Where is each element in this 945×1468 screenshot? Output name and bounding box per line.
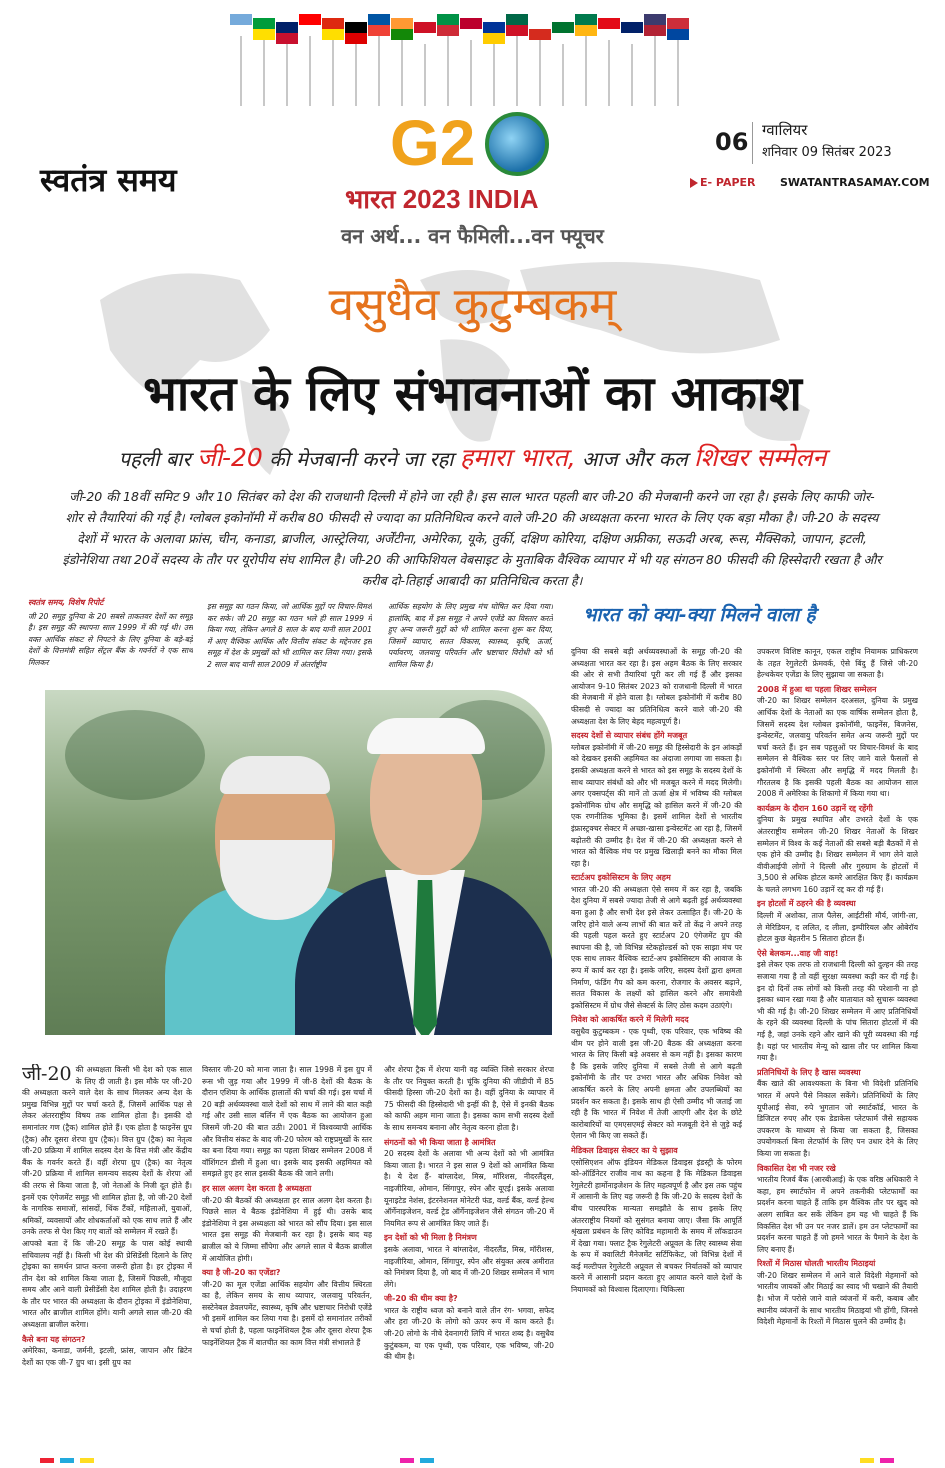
subheading: प्रतिनिधियों के लिए है खास व्यवस्था xyxy=(757,1067,861,1077)
article-text: और शेरपा ट्रैक में शेरपा यानी वह व्यक्ति जिसे सरकार शेरपा के तौर पर नियुक्त करती है। चूंकि दुनिया की जीडीपी में 85 फीसदी हिस्सा जी-20 देशों का है। वहीं दुनिया के व्यापार में 75 फीसदी की हिस्सेदारी भी इन्हीं की है, ऐसे में इनकी बैठक को काफी अहम माना जाता है। इसका काम सभी सदस्य देशों के साथ समन्वय बनाना और नेतृत्व करना होता है। xyxy=(384,1065,554,1132)
flag-icon xyxy=(506,14,528,36)
box-column-2 xyxy=(757,646,918,1446)
flag-icon xyxy=(598,18,620,40)
article-text: भारतीय रिजर्व बैंक (आरबीआई) के एक वरिष्ठ अधिकारी ने कहा, हम स्मार्टफोन में अपने तकनीकी प्लेटफार्मों का प्रदर्शन करना चाहते हैं ताकि हम वैश्विक तौर पर खुद को अलग साबित कर सकें लेकिन हम यह भी चाहते हैं कि विकसित देश भी उन पर नजर डालें। हम उन प्लेटफार्मों का प्रदर्शन करना चाहते हैं जो हमने भारत के पैमाने के देश के लिए बनाए हैं। xyxy=(757,1175,918,1254)
article-text: इस समूह का गठन किया, जो आर्थिक मुद्दों पर विचार-विमर्श कर सके। जी 20 समूह का गठन भले ही साल 1999 में किया गया, लेकिन अगले 8 साल के बाद यानी साल 2001 में आए वैश्विक आर्थिक और वित्तीय संकट के मद्देनजर इस समूह में देश के प्रमुखों को भी शामिल कर लिया गया। इसके 2 साल बाद यानी साल 2009 में अंतर्राष्ट्रीय xyxy=(207,602,372,669)
byline: स्वतंत्र समय, विशेष रिपोर्ट xyxy=(28,598,104,607)
article-column-top-2 xyxy=(207,601,372,687)
earth-lotus-icon xyxy=(485,112,549,176)
box-title: भारत को क्या-क्या मिलने वाला है xyxy=(583,604,816,626)
article-text: जी-20 का मूल एजेंडा आर्थिक सहयोग और वित्तीय स्थिरता का है, लेकिन समय के साथ व्यापार, जलवायु परिवर्तन, सस्टेनेबल डेवलपमेंट, स्वास्थ्य, कृषि और भ्रष्टाचार निरोधी एजेंडे भी इसमें शामिल कर लिया गया है। इसमें दो समानांतर तरीकों से चर्चा होती है, पहला फाइनेंशियल ट्रैक और दूसरा शेरपा ट्रैक फाइनेंशियल ट्रैक में बातचीत का काम वित्त मंत्री संभालते हैं xyxy=(202,1279,372,1347)
intro-paragraph: जी-20 की 18वीं समिट 9 और 10 सितंबर को देश की राजधानी दिल्ली में होने जा रही है। इस साल भारत पहली बार जी-20 की मेजबानी करने जा रहा है। इसके लिए काफी जोर-शोर से तैयारियां की गई है। ग्लोबल इकोनॉमी में करीब 80 फीसदी से ज्यादा का प्रतिनिधित्व करने वाले जी-20 की अध्यक्षता करना भारत के लिए एक बड़ा मौका है। जी-20 के सदस्य देशों में भारत के अलावा फ्रांस, चीन, कनाडा, ब्राजील, आस्ट्रेलिया, अर्जेंटीना, अमेरिका, यूके, तुर्की, दक्षिण कोरिया, दक्षिण अफ्रीका, सऊदी अरब, रूस, मैक्सिको, जापान, इटली, इंडोनेशिया तथा 20वें सदस्य के तौर पर यूरोपीय संघ शामिल है। जी-20 की आफिशियल वेबसाइट के मुताबिक वैश्विक व्यापार में भी यह संगठन 80 फीसदी की हिस्सेदारी रखता है और करीब दो-तिहाई आबादी का प्रतिनिधित्व करता है। xyxy=(62,489,882,588)
flag-icon xyxy=(345,22,367,44)
subheading: कैसे बना यह संगठन? xyxy=(22,1334,86,1344)
flag-icon xyxy=(414,22,436,44)
article-text: दिल्ली में अशोका, ताज पैलेस, आईटीसी मौर्य, जांगी-ला, ले मेरिडियन, द ललित, द लीला, इम्पीरियल और ओबेरॉय होटल कुछ बेहतरीन 5 सितारा होटल हैं। xyxy=(757,911,918,944)
article-text: अमेरिका, कनाडा, जर्मनी, इटली, फ्रांस, जापान और ब्रिटेन देशों का एक जी-7 ग्रुप था। इसी ग्रुप का xyxy=(22,1346,192,1367)
subheading: विकासित देश भी नजर रखे xyxy=(757,1163,836,1173)
edition-date: शनिवार 09 सितंबर 2023 xyxy=(762,145,892,160)
article-column-bottom-3 xyxy=(384,1064,554,1448)
flag-icon xyxy=(667,18,689,40)
subheading: इन देशों को भी मिला है निमंत्रण xyxy=(384,1233,477,1243)
print-mark xyxy=(400,1458,414,1463)
article-text: दुनिया के प्रमुख स्थापित और उभरते देशों के एक अंतरराष्ट्रीय सम्मेलन जी-20 शिखर नेताओं के शिखर सम्मेलन में विश्व के कई नेताओं की सबसे बड़ी बैठकों में से एक होने की उम्मीद है। शिखर सम्मेलन में भाग लेने वाले वीवीआईपी लोगों ने दिल्ली और गुरुग्राम के होटलों में 3,500 से अधिक होटल कमरे आरक्षित किए हैं। कार्यक्रम के चलते लगभग 160 उड़ानें रद्द कर दी गई हैं। xyxy=(757,815,918,894)
article-text: आपको बता दें कि जी-20 समूह के पास कोई स्थायी सचिवालय नहीं है। किसी भी देश की प्रेसिडेंसी दिलाने के लिए ट्रोइका का समर्थन प्राप्त करना जरूरी होता है। हर ट्रोइका में तीन देश को शामिल किया जाता है, जिसमें पिछली, मौजूदा समय और आने वाली प्रेसीडेंसी देश शामिल होती है। उदाहरण के तौर पर भारत की अध्यक्षता के दौरान ट्रोइका में इंडोनेशिया, भारत और ब्राजील शामिल होंगे। यानी अगले साल जी-20 की अध्यक्षता ब्राजील करेगा। xyxy=(22,1238,192,1330)
g20-logo-subtitle: भारत 2023 INDIA xyxy=(345,184,539,214)
article-text: जी-20 का शिखर सम्मेलन दरअसल, दुनिया के प्रमुख आर्थिक देशों के नेताओं का एक वार्षिक सम्मेलन होता है, जिसमें सदस्य देश ग्लोबल इकोनॉमी, फाइनेंस, बिजनेस, इन्वेस्टमेंट, जलवायु परिवर्तन समेत अन्य जरूरी मुद्दों पर चर्चा करते हैं। इन सब पहलुओं पर विचार-विमर्श के बाद सम्मेलन से वैश्विक स्तर पर लिए जाने वाले फैसलों से इकोनॉमी में स्थिरता और समृद्धि में मदद मिलती है। गौरतलब है कि इसकी पहली बैठक का आयोजन साल 2008 में अमेरिका के शिकागो में किया गया था। xyxy=(757,696,918,799)
article-text: आर्थिक सहयोग के लिए प्रमुख मंच घोषित कर दिया गया। हालांकि, बाद में इस समूह ने अपने एजेंडे का विस्तार करते हुए अन्य जरूरी मुद्दों को भी शामिल करना शुरू कर दिया, जिसमें व्यापार, सतत विकास, स्वास्थ्य, कृषि, ऊर्जा, पर्यावरण, जलवायु परिवर्तन और भ्रष्टाचार विरोधी को भी शामिल किया है। xyxy=(388,602,553,669)
subheading: निवेश को आकर्षित करने में मिलेगी मदद xyxy=(571,1015,689,1025)
article-text: इसे लेकर एक तरफ तो राजधानी दिल्ली को दुल्हन की तरह सजाया गया है तो वहीं सुरक्षा व्यवस्था कड़ी कर दी गई है। इन दो दिनों तक लोगों को किसी तरह की परेशानी ना हो इसका ध्यान रखा गया है और यातायात को सुचारू व्यवस्था भी की गई है। जी-20 शिखर सम्मेलन में आए प्रतिनिधियों के रहने की व्यवस्था दिल्ली के पांच सितारा होटलों में की गई है, जहां उनके रहने और खाने की पूरी व्यवस्था की गई है। यहां पर भारतीय मेन्यू को खास तौर पर शामिल किया गया है। xyxy=(757,960,918,1063)
article-text: एसोसिएशन ऑफ इंडियन मेडिकल डिवाइस इंडस्ट्री के फोरम को-ऑर्डिनेटर राजीव नाथ का कहना है कि मेडिकल डिवाइस रेगुलेटरी हार्मोनाइजेशन के लिए महत्वपूर्ण है और इस तक पहुंच में आसानी के लिए यह जरूरी है कि जी-20 के सदस्य देशों के बीच पारस्परिक मान्यता समझौते के साथ इसके लिए अंतरराष्ट्रीय नियमों को सुसंगत बनाया जाए। जैसा कि आपूर्ति श्रृंखला प्रबंधन के लिए कोविड महामारी के समय में लॉकडाउन में देखा गया। फ्लाट ट्रैक रेगुलेटरी अप्रूवल के लिए स्वास्थ्य सेवा के रूप में क्वालिटी मैनेजमेंट सर्टिफिकेट, जो विभिन्न देशों में कई मल्टीपल रेगुलेटरी अप्रूवल से बचकर निर्यातकों को व्यापार करने में आसानी प्रदान करता हुए आयात करने वाले देशों के नियामकों को विश्वास दिलाएगा। चिकित्सा xyxy=(571,1157,742,1295)
article-text: दुनिया की सबसे बड़ी अर्थव्यवस्थाओं के समूह जी-20 की अध्यक्षता भारत कर रहा है। इस अहम बैठक के लिए सरकार की ओर से सभी तैयारियां पूरी कर ली गई हैं और इसका आयोजन 9-10 सितंबर 2023 को राजधानी दिल्ली में भारत की मेजबानी में होने वाला है। ग्लोबल इकोनॉमी में करीब 80 फीसदी से ज्यादा का प्रतिनिधित्व करने वाले जी-20 की अध्यक्षता देश के लिए बेहद महत्वपूर्ण है। xyxy=(571,647,742,726)
slogan: वन अर्थ... वन फैमिली...वन फ्यूचर xyxy=(341,224,604,248)
flag-icon xyxy=(529,18,551,40)
article-text: भारत जी-20 की अध्यक्षता ऐसे समय में कर रहा है, जबकि देश दुनिया में सबसे ज्यादा तेजी से आगे बढ़ती हुई अर्थव्यवस्था बना हुआ है और सभी देश इसे लेकर उत्साहित हैं। जी-20 के जरिए होने वाले अन्य लाभों की बात करें तो केंद्र ने अपने तरह की पहली पहल करते हुए स्टार्टअप 20 एंगेजमेंट ग्रुप की स्थापना की है, जो विभिन्न स्टेकहोल्डर्स को एक साझा मंच पर एक साथ लाकर वैश्विक स्टार्ट-अप इकोसिस्टम की आवाज के रूप में कार्य कर रहा है। इसके जरिए, सदस्य देशों द्वारा क्षमता निर्माण, फंडिंग गैप को कम करना, रोजगार के अवसर बढ़ाने, सतत विकास के लक्ष्यों को हासिल करने और समावेशी इकोसिस्टम में ग्रोथ जैसे सेक्टर्स के लिए ठोस कदम उठाएंगे। xyxy=(571,884,742,1010)
flag-icon xyxy=(253,18,275,40)
g20-logo-text: G2 xyxy=(390,107,476,179)
epaper-label: E- PAPER xyxy=(700,176,756,189)
flags-banner xyxy=(230,0,700,108)
subheading: इन होटलों में ठहरने की है व्यवस्था xyxy=(757,899,856,909)
strap-highlight-2: हमारा भारत, xyxy=(459,443,576,472)
flag-icon xyxy=(299,14,321,36)
page-number: 06 xyxy=(715,128,749,156)
article-column-bottom-1 xyxy=(22,1064,192,1448)
flag-icon xyxy=(230,14,252,36)
flag-icon xyxy=(368,14,390,36)
strap-text-3: आज और कल xyxy=(575,447,694,471)
subheading: हर साल अलग देश करता है अध्यक्षता xyxy=(202,1183,312,1193)
flag-icon xyxy=(575,14,597,36)
article-text: विस्तार जी-20 को माना जाता है। साल 1998 में इस ग्रुप में रूस भी जुड़ गया और 1999 में जी-8 देशों की बैठक के दौरान एशिया के आर्थिक हालातों की चर्चा की गई। इस चर्चा में 20 बड़ी अर्थव्यवस्था वाले देशों को साथ में लाने की बात कही गई और उसी साल बर्लिन में एक बैठक का आयोजन हुआ जिसमें जी-20 की बात उठी। 2001 में विश्वव्यापी आर्थिक और वित्तीय संकट के बाद जी-20 फोरम को राष्ट्रप्रमुखों के स्तर का बना दिया गया। समूह का पहला शिखर सम्मेलन 2008 में वॉशिंगटन डीसी में हुआ था। इसके बाद इसकी अहमियत को समझते हुए हर साल इसकी बैठक की जाने लगी। xyxy=(202,1065,372,1179)
flag-icon xyxy=(276,22,298,44)
article-text: इसके अलावा, भारत ने बांग्लादेश, नीदरलैंड, मिस्र, मॉरीशस, नाइजीरिया, ओमान, सिंगापुर, स्पेन और संयुक्त अरब अमीरात को निमंत्रण दिया है, जो बाद में जी-20 शिखर सम्मेलन में भाग लेंगे। xyxy=(384,1244,554,1289)
article-text: 20 सदस्य देशों के अलावा भी अन्य देशों को भी आमंत्रित किया जाता है। भारत ने इस साल 9 देशों को आमंत्रित किया है। ये देश हैं- बांग्लादेश, मिस्र, मॉरिशस, नीदरलैंड्स, नाइजीरिया, ओमान, सिंगापुर, स्पेन और यूएई। इसके अलावा यूनाइटेड नेशंस, इंटरनेशनल मोनेटरी फंड, वर्ल्ड बैंक, वर्ल्ड हेल्थ ऑर्गेनाइजेशन, वर्ल्ड ट्रेड ऑर्गेनाइजेशन जैसे संगठन जी-20 में नियमित रूप से आमंत्रित किए जाते हैं। xyxy=(384,1149,554,1228)
article-column-top-3 xyxy=(388,601,553,687)
subheading: ऐसे बेलकम...वाह जी वाह! xyxy=(757,948,839,958)
subheading: क्या है जी-20 का एजेंडा? xyxy=(202,1268,281,1278)
print-mark xyxy=(860,1458,874,1463)
print-mark xyxy=(80,1458,94,1463)
subheading: रिश्तों में मिठास घोलती भारतीय मिठाइयां xyxy=(757,1259,876,1269)
g20-logo xyxy=(380,108,570,183)
article-text: की अध्यक्षता किसी भी देश को एक साल के लिए दी जाती है। इस मौके पर जी-20 की अध्यक्षता करने वाले देश के साथ मिलकर अन्य देश के प्रमुख विभिन्न मुद्दों पर चर्चा करते हैं, जिसमें आर्थिक पक्ष से लेकर अंतरराष्ट्रीय विषय तक शामिल होता है। इसकी दो समानांतर गण (ट्रैक) शामिल होते हैं। एक होता है फाइनेंस ग्रुप (ट्रैक) और दूसरा शेरपा ग्रुप (ट्रैक)। वित्त ग्रुप (ट्रैक) का नेतृत्व जी-20 प्रक्रिया में शामिल सदस्य देश के वित्त मंत्री और केंद्रीय बैंक के गवर्नर करते हैं। वहीं शेरपा ग्रुप (ट्रैक) का नेतृत्व जी-20 प्रक्रिया में शामिल समन्वय सदस्य देशों के शेरपा ओं की तरफ से किया जाता है, जो नेताओं के निजी दूत होते हैं। इनमें एक एंगेजमेंट समूह भी शामिल होता है, जो जी-20 देशों के नागरिक समाजों, सांसदों, थिंक टैंकों, महिलाओं, युवाओं, श्रमिकों, व्यवसायों और शोधकर्ताओं को एक साथ लाते हैं और उनके तरफ से पेश किए गए बातों को सम्मेलन में रखते हैं। xyxy=(22,1065,192,1237)
article-text: उपकरण विशिष्ट कानून, एकल राष्ट्रीय नियामक प्राधिकरण के तहत रेगुलेटरी फ्रेमवर्क, ऐसे बिंदु हैं जिसे जी-20 हेल्थकेयर एजेंडा के लिए सुझाया जा सकता है। xyxy=(757,647,918,680)
strap-highlight-1: जी-20 xyxy=(196,443,263,472)
arrow-icon xyxy=(690,178,698,188)
page-headline: भारत के लिए संभावनाओं का आकाश xyxy=(143,366,802,422)
divider xyxy=(752,122,753,164)
strapline xyxy=(0,440,945,474)
subheading: सदस्य देशों से व्यापार संबंध होंगे मजबूत xyxy=(571,731,688,741)
foliage xyxy=(65,710,205,800)
article-text: भारत के राष्ट्रीय ध्वज को बनाने वाले तीन रंग- भगवा, सफेद और हरा जी-20 के लोगो को ऊपर रूप में काम करते हैं। जी-20 लोगो के नीचे देवनागरी लिपि में भारत शब्द है। वसुधैव कुटुंबकम, या एक पृथ्वी, एक परिवार, एक भविष्य, जी-20 की थीम है। xyxy=(384,1305,554,1362)
print-mark xyxy=(60,1458,74,1463)
flag-icon xyxy=(322,18,344,40)
print-mark xyxy=(40,1458,54,1463)
edition-city: ग्वालियर xyxy=(762,121,808,139)
article-text: बैंक खाते की आवश्यकता के बिना भी विदेशी प्रतिनिधि भारत में अपने पैसे निकाल सकेंगे। प्रतिनिधियों के लिए यूपीआई सेवा, रुपे भुगतान जो स्मार्टकॉर्ड, भारत के डिजिटल रुपए और एक डेडाकेस प्लेटफार्म जैसे सहायक उपकरण के माध्यम से किया जा सकता है, जिसका उपयोगकर्ता बिना लेटफॉर्म के लिए पन उधार देने के लिए किया जा सकता है। xyxy=(757,1079,918,1158)
strap-text-2: की मेजबानी करने जा रहा xyxy=(262,447,460,471)
subheading: मेडिकल डिवाइस सेक्टर का ये सुझाव xyxy=(571,1145,678,1155)
flag-icon xyxy=(437,14,459,36)
motto: वसुधैव कुटुम्बकम् xyxy=(328,277,617,331)
flag-icon xyxy=(391,18,413,40)
article-text: ग्लोबल इकोनॉमी में जी-20 समूह की हिस्सेदारी के इन आंकड़ों को देखकर इसकी अहमियत का अंदाजा लगाया जा सकता है। इसकी अध्यक्षता करने से भारत को इस समूह के सदस्य देशों के साथ व्यापार संबंधों को और भी मजबूत करने में मदद मिलेगी। अगर एक्सपर्ट्स की मानें तो ऊर्जा क्षेत्र में भविष्य की ग्लोबल इकोनॉमिक ग्रोथ और समृद्धि को हासिल करने में जी-20 की एक रणनीतिक भूमिका है। इसमें शामिल देशों से भारतीय इंफ्रास्ट्रक्चर सेक्टर में अच्छा-खासा इन्वेस्टमेंट आ रहा है, जिसमें बढ़ोतरी की उम्मीद है। देश में जी-20 की अध्यक्षता करने से भारत को वैश्विक मंच पर प्रमुख खिलाड़ी बनने का मौका मिल रहा है। xyxy=(571,742,742,868)
person-1-hair xyxy=(220,756,330,794)
drop-cap-word: जी-20 xyxy=(22,1064,72,1085)
flag-icon xyxy=(483,22,505,44)
subheading: जी-20 की थीम क्या है? xyxy=(384,1294,458,1304)
newspaper-name: स्वतंत्र समय xyxy=(40,161,177,199)
box-column-1 xyxy=(571,646,742,1446)
print-mark xyxy=(420,1458,434,1463)
flag-icon xyxy=(644,14,666,36)
article-column-top-1 xyxy=(28,597,193,687)
subheading: स्टार्टअप इकोसिस्टम के लिए अहम xyxy=(571,873,671,883)
subheading: 2008 में हुआ था पहला शिखर सम्मेलन xyxy=(757,684,877,694)
subheading: संगठनों को भी किया जाता है आमंत्रित xyxy=(384,1137,496,1147)
leaders-photo xyxy=(45,690,552,1035)
article-text: जी 20 समूह दुनिया के 20 सबसे ताकतवर देशों का समूह है। इस समूह की स्थापना साल 1999 में की गई थी। उस वक्त आर्थिक संकट से निपटने के लिए दुनिया के बड़े-बड़े देशों के वित्तमंत्री सहित सेंट्रल बैंक के गवर्नरों ने एक साथ मिलकर xyxy=(28,611,193,667)
person-2-hair xyxy=(367,718,485,754)
strap-text-1: पहली बार xyxy=(118,447,197,471)
article-text: जी-20 शिखर सम्मेलन में आने वाले विदेशी मेहमानों को भारतीय जायकों और मिठाई का स्वाद भी चखाने की तैयारी है। भोज में परोसे जाने वाले व्यंजनों में करी, कबाब और स्थानीय व्यंजनों के साथ भारतीय मिठाइयां भी होंगी, जिनसे विदेशी मेहमानों के रिश्तों में मिठास घुलने की उम्मीद है। xyxy=(757,1270,918,1327)
article-text: जी-20 की बैठकों की अध्यक्षता हर साल अलग देश करता है। पिछले साल ये बैठक इंडोनेशिया में हुई थी। उसके बाद इंडोनेशिया ने इस अध्यक्षता को भारत को सौंप दिया। इस साल भारत इस समूह की मेजबानी कर रहा है। इसके बाद यह ब्राजील को ये जिम्मा सौंपेगा और अगले साल ये बैठक ब्राजील में आयोजित होगी। xyxy=(202,1195,372,1263)
flag-icon xyxy=(460,18,482,40)
flag-icon xyxy=(552,22,574,44)
article-text: वसुधैव कुटुम्बकम - एक पृथ्वी, एक परिवार, एक भविष्य की थीम पर होने वाली इस जी-20 बैठक की अध्यक्षता करना भारत के लिए किसी बड़े अवसर से कम नहीं है। इसका कारण है कि इसके जरिए दुनिया में सबसे तेजी से आगे बढ़ती इकोनॉमी के तौर पर उभरा भारत और अधिक निवेश को आकर्षित करने के लिए अपनी क्षमता और उपलब्धियों का प्रदर्शन कर सकता है। इसके साथ ही ऐसी उम्मीद भी जताई जा रही है कि भारत में निवेश में तेजी आएगी और देश के छोटे कारोबारियों या एमएसएमई सेक्टर को मजबूती देने से जुड़े कई ऐलान भी किए जा सकते हैं। xyxy=(571,1027,742,1141)
flag-icon xyxy=(621,22,643,44)
website-link[interactable]: SWATANTRASAMAY.COM xyxy=(780,176,930,189)
article-column-bottom-2 xyxy=(202,1064,372,1448)
strap-highlight-3: शिखर सम्मेलन xyxy=(693,443,827,472)
print-mark xyxy=(880,1458,894,1463)
subheading: कार्यक्रम के दौरान 160 उड़ानें रद्द रहेंगी xyxy=(757,803,873,813)
